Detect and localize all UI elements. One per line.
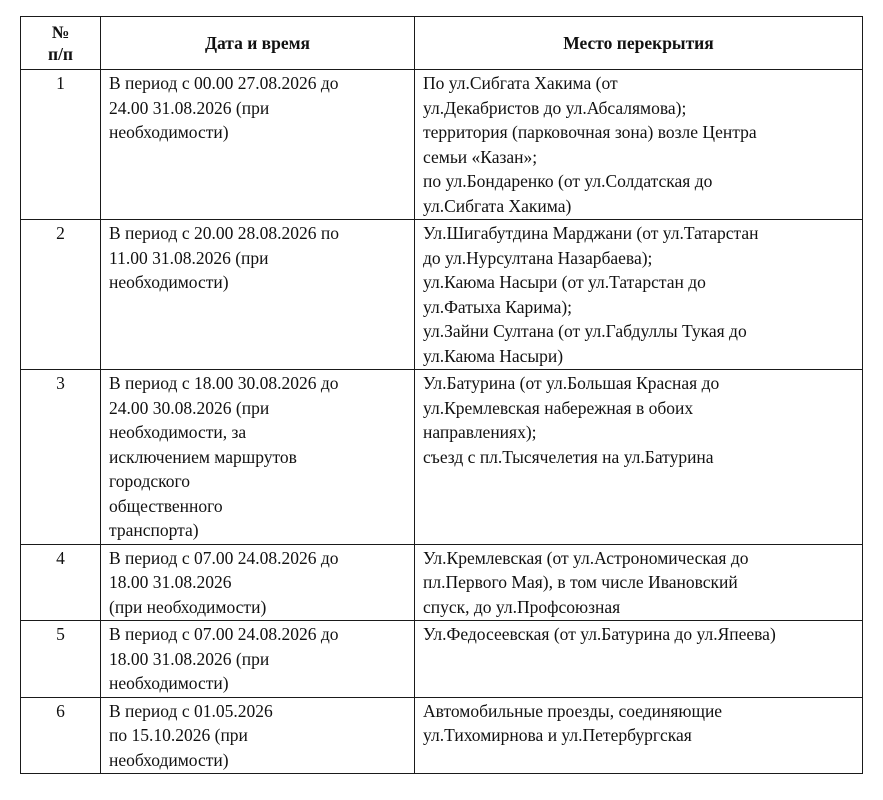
row-number: 2 <box>21 220 101 370</box>
date-time-line: транспорта) <box>109 520 199 540</box>
closure-place-line: Ул.Кремлевская (от ул.Астрономическая до <box>423 547 749 568</box>
closure-place-line: По ул.Сибгата Хакима (от <box>423 73 618 93</box>
table-header-row <box>21 17 863 70</box>
date-time-line: 18.00 31.08.2026 <box>109 572 232 592</box>
row-date-time <box>101 70 415 220</box>
table-row <box>21 70 863 220</box>
closure-place-line: ул.Фатыха Карима); <box>423 296 573 317</box>
table-body <box>21 70 863 774</box>
date-time-line: необходимости) <box>109 673 229 693</box>
closure-place-line: до ул.Нурсултана Назарбаева); <box>423 247 653 268</box>
row-date-time <box>101 544 415 621</box>
row-closure-place <box>415 544 863 621</box>
closure-place-line: ул.Каюма Насыри (от ул.Татарстан до <box>423 272 706 292</box>
closure-place-line: Ул.Шигабутдина Марджани (от ул.Татарстан <box>423 223 759 243</box>
closure-place-line: ул.Декабристов до ул.Абсалямова); <box>423 97 687 118</box>
table-row <box>21 220 863 370</box>
closure-place-line: ул.Сибгата Хакима) <box>423 195 572 216</box>
date-time-line: 18.00 31.08.2026 (при <box>109 648 270 669</box>
date-time-line: В период с 07.00 24.08.2026 до <box>109 624 339 644</box>
date-time-line: В период с 20.00 28.08.2026 по <box>109 223 339 243</box>
closure-place-line: ул.Каюма Насыри) <box>423 345 564 366</box>
row-date-time <box>101 370 415 545</box>
closure-place-line: ул.Тихомирнова и ул.Петербургская <box>423 725 692 745</box>
row-date-time <box>101 220 415 370</box>
date-time-line: 11.00 31.08.2026 (при <box>109 247 269 268</box>
closure-place-line: съезд с пл.Тысячелетия на ул.Батурина <box>423 446 714 467</box>
date-time-line: В период с 07.00 24.08.2026 до <box>109 547 339 568</box>
closure-place-line: спуск, до ул.Профсоюзная <box>423 596 621 617</box>
closure-place-line: по ул.Бондаренко (от ул.Солдатская до <box>423 171 713 191</box>
date-time-line: 24.00 30.08.2026 (при <box>109 397 270 418</box>
date-time-line: исключением маршрутов <box>109 446 297 467</box>
header-date-time: Дата и время <box>101 17 415 70</box>
header-number-symbol: № <box>51 22 70 42</box>
table-row <box>21 370 863 545</box>
row-number: 6 <box>21 697 101 774</box>
date-time-line: необходимости) <box>109 272 229 292</box>
date-time-line: городского <box>109 471 191 491</box>
row-closure-place <box>415 370 863 545</box>
closure-place-line: Ул.Федосеевская (от ул.Батурина до ул.Япеева) <box>423 624 776 644</box>
closure-place-line: Автомобильные проезды, соединяющие <box>423 700 723 721</box>
closure-place-line: направлениях); <box>423 422 537 442</box>
header-number-abbrev: п/п <box>47 44 74 64</box>
road-closure-table <box>20 16 863 774</box>
table-row <box>21 544 863 621</box>
table-row <box>21 621 863 698</box>
date-time-line: (при необходимости) <box>109 596 267 617</box>
row-closure-place <box>415 697 863 774</box>
row-number: 4 <box>21 544 101 621</box>
header-closure-place: Место перекрытия <box>415 17 863 70</box>
row-closure-place <box>415 621 863 698</box>
row-date-time <box>101 697 415 774</box>
row-closure-place <box>415 220 863 370</box>
row-number: 1 <box>21 70 101 220</box>
closure-place-line: пл.Первого Мая), в том числе Ивановский <box>423 572 738 592</box>
date-time-line: необходимости, за <box>109 422 247 442</box>
date-time-line: необходимости) <box>109 122 229 142</box>
closure-place-line: ул.Зайни Султана (от ул.Габдуллы Тукая до <box>423 321 747 341</box>
date-time-line: необходимости) <box>109 749 229 770</box>
date-time-line: В период с 01.05.2026 <box>109 700 273 721</box>
row-number: 5 <box>21 621 101 698</box>
date-time-line: общественного <box>109 495 223 516</box>
closure-place-line: ул.Кремлевская набережная в обоих <box>423 397 694 418</box>
date-time-line: В период с 00.00 27.08.2026 до <box>109 73 339 93</box>
row-date-time <box>101 621 415 698</box>
date-time-line: 24.00 31.08.2026 (при <box>109 97 270 118</box>
date-time-line: по 15.10.2026 (при <box>109 725 248 745</box>
table-row <box>21 697 863 774</box>
header-number <box>21 17 101 70</box>
closure-place-line: семьи «Казан»; <box>423 146 538 167</box>
closure-place-line: территория (парковочная зона) возле Центра <box>423 122 757 142</box>
row-closure-place <box>415 70 863 220</box>
date-time-line: В период с 18.00 30.08.2026 до <box>109 373 339 393</box>
closure-place-line: Ул.Батурина (от ул.Большая Красная до <box>423 373 720 393</box>
row-number: 3 <box>21 370 101 545</box>
